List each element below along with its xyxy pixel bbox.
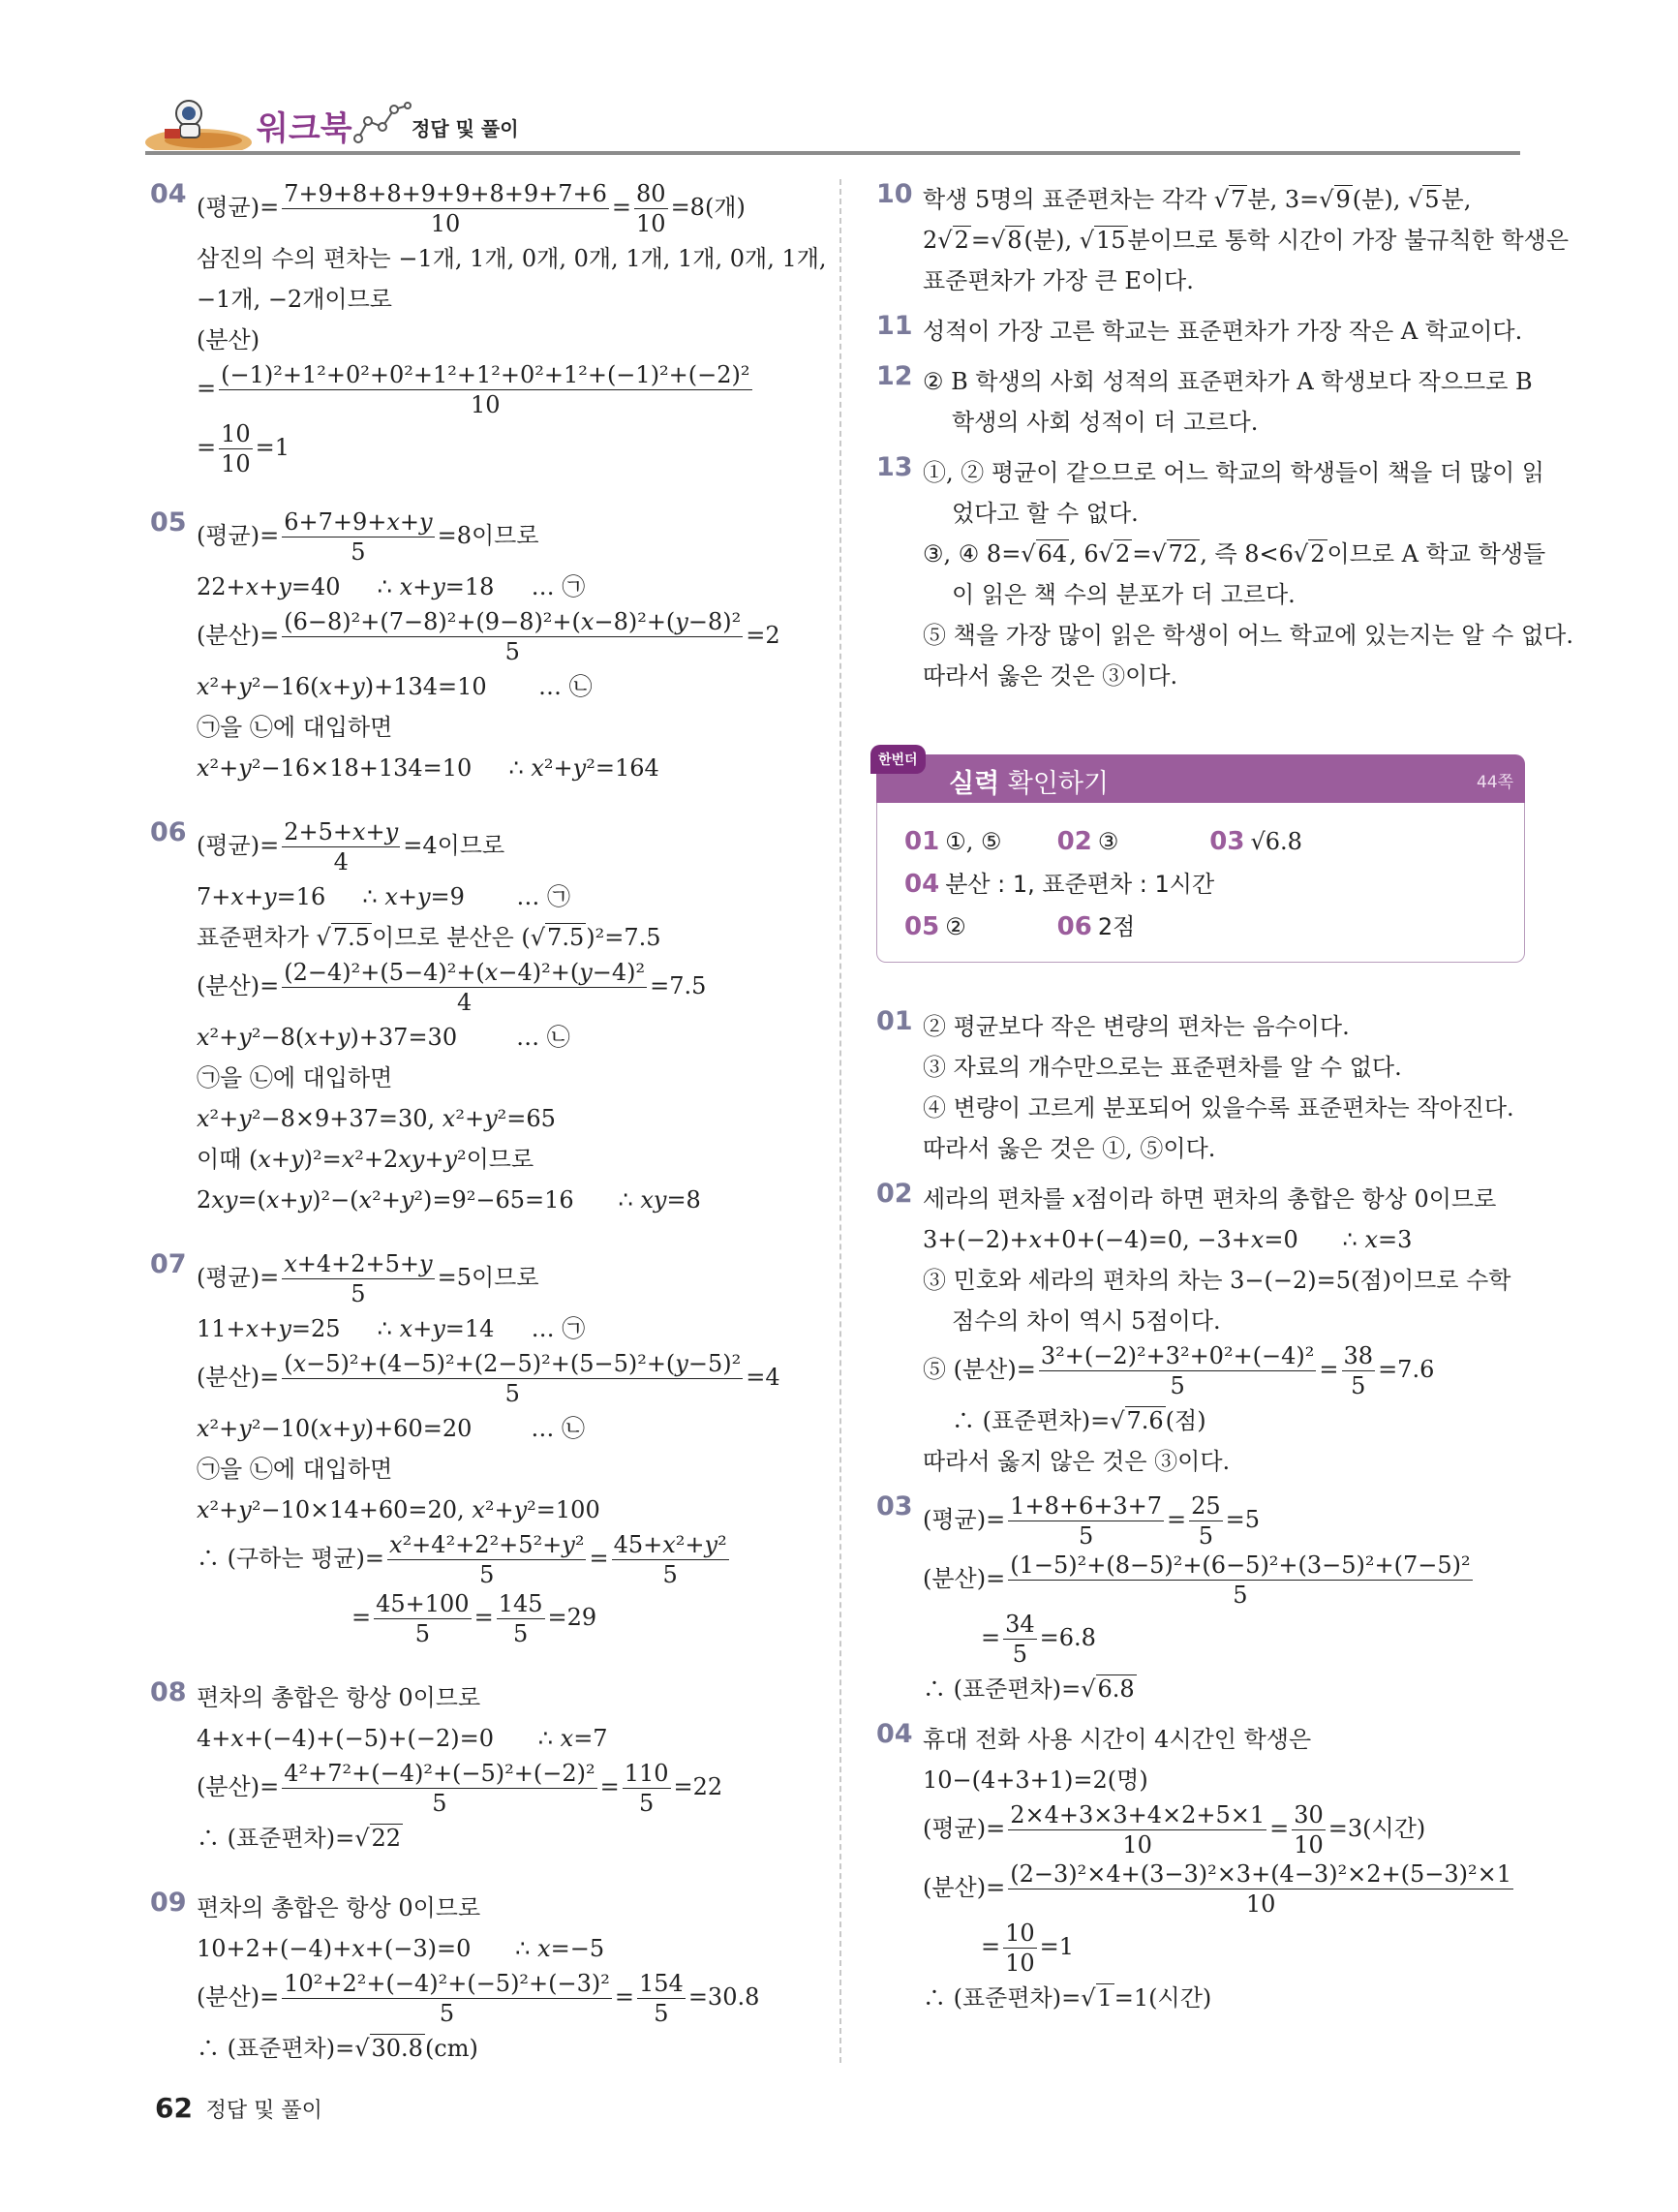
solution-line: (분산)= $\frac{\text{(6−8)²+(7−8)²+(9−8)²+(x−8)²+(y−8)²}}{5}$ =2 <box>197 608 780 665</box>
answer-value: √6.8 <box>1250 828 1302 855</box>
brand-title: 워크북 <box>257 109 352 148</box>
problem-number: 03 <box>876 1491 913 1521</box>
solution-line: ㉠을 ㉡에 대입하면 <box>197 714 393 741</box>
section-tag: 한번더 <box>870 745 926 774</box>
solution-line: 따라서 옳지 않은 것은 ③이다. <box>923 1448 1231 1475</box>
solution-line: (평균)= $\frac{7+9+8+8+9+9+8+9+7+6}{10}$ = $\frac{80}{10}$ =8(개) <box>197 180 746 237</box>
solution-line: 편차의 총합은 항상 0이므로 <box>197 1894 481 1921</box>
solution-08 <box>150 1677 838 1859</box>
problem-number: 12 <box>876 361 913 391</box>
answer-item <box>1209 820 1355 863</box>
footer-label: 정답 및 풀이 <box>205 2099 322 2123</box>
fraction: $\frac{1+8+6+3+7}{5}$ <box>1010 1492 1163 1550</box>
skill-solution-01 <box>876 1006 1525 1169</box>
solution-line: = $\frac{\text{(−1)²+1²+0²+0²+1²+1²+0²+1²+(−1)²+(−2)²}}{10}$ <box>197 361 750 418</box>
solution-10 <box>876 179 1570 301</box>
solution-line: ③, ④ 8=√64, 6√2=√72, 즉 8<6√2이므로 A 학교 학생들 <box>923 540 1546 568</box>
section-title-rest: 확인하기 <box>1007 769 1110 799</box>
solution-line: ② 평균보다 작은 변량의 편차는 음수이다. <box>923 1013 1350 1040</box>
solution-line: ∴ (구하는 평균)= $\frac{\text{x²+4²+2²+5²+y²}}{5}$ = $\frac{\text{45+x²+y²}}{5}$ <box>197 1531 727 1588</box>
fraction: $\frac{2+5+x+y}{4}$ <box>284 818 399 876</box>
solution-13 <box>876 452 1573 696</box>
fraction: $\frac{\text{(x−5)²+(4−5)²+(2−5)²+(5−5)²+(y−5)²}}{5}$ <box>284 1350 742 1407</box>
solution-line: 이 읽은 책 수의 분포가 더 고르다. <box>952 581 1296 608</box>
problem-number: 04 <box>876 1719 913 1749</box>
skill-check-section <box>876 754 1525 963</box>
fraction: $\frac{10}{10}$ <box>1005 1920 1035 1977</box>
fraction: $\frac{\text{(−1)²+1²+0²+0²+1²+1²+0²+1²+(−1)²+(−2)²}}{10}$ <box>221 361 750 418</box>
section-title <box>949 762 1109 800</box>
solution-06 <box>150 817 838 1220</box>
constellation-icon <box>353 100 412 144</box>
solution-line: (평균)= $\frac{x+4+2+5+y}{5}$ =5이므로 <box>197 1250 539 1307</box>
solution-line: ③ 자료의 개수만으로는 표준편차를 알 수 없다. <box>923 1054 1402 1081</box>
fraction: $\frac{10}{10}$ <box>221 420 251 477</box>
solution-04 <box>150 179 838 478</box>
fraction: $\frac{34}{5}$ <box>1005 1611 1035 1668</box>
fraction: $\frac{110}{5}$ <box>624 1760 669 1817</box>
answer-item <box>904 906 1050 948</box>
section-header <box>876 754 1525 803</box>
column-divider <box>839 179 841 2063</box>
fraction: $\frac{\text{(6−8)²+(7−8)²+(9−8)²+(x−8)²+(y−8)²}}{5}$ <box>284 608 742 665</box>
solution-line: (분산)= $\frac{\text{(x−5)²+(4−5)²+(2−5)²+(5−5)²+(y−5)²}}{5}$ =4 <box>197 1350 780 1407</box>
page-header <box>145 92 1520 155</box>
solution-line: x²+y²−10×14+60=20, x²+y²=100 <box>197 1496 600 1523</box>
solution-line: 7+x+y=16 ∴ x+y=9 … ㉠ <box>197 883 570 910</box>
fraction: $\frac{2\times 4+3\times 3+4\times 2+5\times 1}{10}$ <box>1010 1801 1266 1859</box>
answer-number: 03 <box>1209 827 1245 856</box>
answer-value: 분산 : 1, 표준편차 : 1시간 <box>945 871 1215 898</box>
fraction: $\frac{\text{(2−4)²+(5−4)²+(x−4)²+(y−4)²}}{4}$ <box>284 959 646 1016</box>
answer-value: ③ <box>1097 828 1119 855</box>
solution-line: = $\frac{10}{10}$ =1 <box>981 1920 1075 1977</box>
solution-line: 10−(4+3+1)=2(명) <box>923 1767 1148 1794</box>
solution-line: ∴ (표준편차)=√22 <box>197 1825 402 1852</box>
solution-line: 4+x+(−4)+(−5)+(−2)=0 ∴ x=7 <box>197 1725 608 1752</box>
answer-row <box>904 820 1503 863</box>
skill-solution-04 <box>876 1719 1525 2018</box>
solution-line: 점수의 차이 역시 5점이다. <box>952 1307 1221 1335</box>
answer-number: 02 <box>1056 827 1092 856</box>
solution-line: x²+y²−8(x+y)+37=30 … ㉡ <box>197 1024 570 1051</box>
solution-09 <box>150 1888 838 2069</box>
solution-line: = $\frac{10}{10}$ =1 <box>197 420 290 477</box>
fraction: $\frac{\text{(2−3)²×4+(3−3)²×3+(4−3)²×2+(5−3)²×1}}{10}$ <box>1010 1860 1512 1918</box>
solution-line: = $\frac{45+100}{5}$ = $\frac{145}{5}$ =29 <box>351 1590 597 1647</box>
problem-number: 10 <box>876 179 913 209</box>
solution-line: 11+x+y=25 ∴ x+y=14 … ㉠ <box>197 1315 586 1342</box>
skill-solution-02 <box>876 1179 1525 1482</box>
solution-line: (분산)= $\frac{\text{(2−4)²+(5−4)²+(x−4)²+(y−4)²}}{4}$ =7.5 <box>197 959 707 1016</box>
answer-number: 01 <box>904 827 940 856</box>
problem-number: 07 <box>150 1249 187 1279</box>
fraction: $\frac{\text{45+x²+y²}}{5}$ <box>613 1531 727 1588</box>
solution-line: ∴ (표준편차)=√6.8 <box>923 1675 1135 1703</box>
problem-number: 09 <box>150 1888 187 1918</box>
fraction: $\frac{154}{5}$ <box>639 1970 684 2027</box>
astronaut-mascot-icon <box>145 92 252 150</box>
solution-line: (분산) <box>197 326 260 353</box>
fraction: $\frac{\text{x²+4²+2²+5²+y²}}{5}$ <box>389 1531 585 1588</box>
solution-line: (분산)= $\frac{\text{(2−3)²×4+(3−3)²×3+(4−3)²×2+(5−3)²×1}}{10}$ <box>923 1860 1512 1918</box>
problem-number: 11 <box>876 311 913 341</box>
problem-number: 01 <box>876 1006 913 1036</box>
left-column <box>150 179 838 2098</box>
solution-line: 학생의 사회 성적이 더 고르다. <box>952 409 1259 436</box>
answer-item <box>1057 820 1203 863</box>
solution-line: 이때 (x+y)²=x²+2xy+y²이므로 <box>197 1146 534 1173</box>
solution-line: ㉠을 ㉡에 대입하면 <box>197 1064 393 1091</box>
solution-line: 학생 5명의 표준편차는 각각 √7분, 3=√9(분), √5분, <box>923 186 1472 213</box>
fraction: $\frac{25}{5}$ <box>1191 1492 1221 1550</box>
solution-line: ①, ② 평균이 같으므로 어느 학교의 학생들이 책을 더 많이 읽 <box>923 459 1544 486</box>
solution-07 <box>150 1249 838 1648</box>
solution-05 <box>150 507 838 788</box>
solution-line: ② B 학생의 사회 성적의 표준편차가 A 학생보다 작으므로 B <box>923 368 1533 395</box>
solution-line: x²+y²−16×18+134=10 ∴ x²+y²=164 <box>197 754 659 782</box>
problem-number: 08 <box>150 1677 187 1707</box>
fraction: $\frac{45+100}{5}$ <box>376 1590 470 1647</box>
solution-line: (분산)= $\frac{\text{4²+7²+(−4)²+(−5)²+(−2)²}}{5}$ = $\frac{110}{5}$ =22 <box>197 1760 723 1817</box>
solution-line: ㉠을 ㉡에 대입하면 <box>197 1456 393 1483</box>
fraction: $\frac{\text{3²+(−2)²+3²+0²+(−4)²}}{5}$ <box>1040 1342 1315 1399</box>
solution-line: (분산)= $\frac{\text{10²+2²+(−4)²+(−5)²+(−3)²}}{5}$ = $\frac{154}{5}$ =30.8 <box>197 1970 760 2027</box>
solution-line: ⑤ 책을 가장 많이 읽은 학생이 어느 학교에 있는지는 알 수 없다. <box>923 622 1573 649</box>
fraction: $\frac{x+4+2+5+y}{5}$ <box>284 1250 433 1307</box>
solution-line: (평균)= $\frac{2\times 4+3\times 3+4\times 2+5\times 1}{10}$ = $\frac{30}{10}$ =3(시간) <box>923 1801 1426 1859</box>
problem-number: 02 <box>876 1179 913 1209</box>
solution-line: x²+y²−16(x+y)+134=10 … ㉡ <box>197 673 593 700</box>
fraction: $\frac{30}{10}$ <box>1294 1801 1324 1859</box>
answer-row <box>904 906 1503 948</box>
page-number: 62 <box>155 2092 193 2124</box>
fraction: $\frac{\text{(1−5)²+(8−5)²+(6−5)²+(3−5)²+(7−5)²}}{5}$ <box>1010 1551 1471 1609</box>
header-rule <box>145 151 1520 155</box>
answer-row <box>904 863 1503 906</box>
fraction: $\frac{145}{5}$ <box>498 1590 543 1647</box>
solution-line: (평균)= $\frac{6+7+9+x+y}{5}$ =8이므로 <box>197 508 539 566</box>
answer-value: ② <box>945 913 966 940</box>
solution-line: 성적이 가장 고른 학교는 표준편차가 가장 작은 A 학교이다. <box>923 318 1523 345</box>
solution-11 <box>876 311 1525 352</box>
answer-value: ①, ⑤ <box>945 828 1002 855</box>
solution-line: (분산)= $\frac{\text{(1−5)²+(8−5)²+(6−5)²+(3−5)²+(7−5)²}}{5}$ <box>923 1551 1471 1609</box>
solution-line: 따라서 옳은 것은 ①, ⑤이다. <box>923 1135 1216 1162</box>
answer-item <box>904 863 1214 906</box>
fraction: $\frac{38}{5}$ <box>1343 1342 1374 1399</box>
section-pages: 44쪽 <box>1476 773 1513 792</box>
skill-solution-03 <box>876 1491 1525 1709</box>
solution-line: (평균)= $\frac{2+5+x+y}{4}$ =4이므로 <box>197 818 505 876</box>
fraction: $\frac{\text{10²+2²+(−4)²+(−5)²+(−3)²}}{5}$ <box>284 1970 610 2027</box>
page-footer <box>155 2092 322 2124</box>
answer-item <box>1057 906 1203 948</box>
solution-line: 휴대 전화 사용 시간이 4시간인 학생은 <box>923 1726 1312 1753</box>
solution-line: ∴ (표준편차)=√30.8(cm) <box>197 2035 478 2062</box>
solution-12 <box>876 361 1533 443</box>
fraction: $\frac{7+9+8+8+9+9+8+9+7+6}{10}$ <box>284 180 607 237</box>
solution-line: x²+y²−10(x+y)+60=20 … ㉡ <box>197 1415 586 1442</box>
header-subtitle: 정답 및 풀이 <box>412 117 519 140</box>
fraction: $\frac{6+7+9+x+y}{5}$ <box>284 508 433 566</box>
solution-line: ∴ (표준편차)=√7.6(점) <box>952 1407 1206 1434</box>
solution-line: 2√2=√8(분), √15분이므로 통학 시간이 가장 불규칙한 학생은 <box>923 227 1570 254</box>
problem-number: 05 <box>150 507 187 538</box>
solution-line: = $\frac{34}{5}$ =6.8 <box>981 1611 1096 1668</box>
solution-line: 22+x+y=40 ∴ x+y=18 … ㉠ <box>197 573 586 600</box>
solution-line: 편차의 총합은 항상 0이므로 <box>197 1684 481 1711</box>
section-title-bold: 실력 <box>949 769 1000 799</box>
solution-line: ∴ (표준편차)=√1=1(시간) <box>923 1984 1212 2012</box>
answer-number: 06 <box>1056 912 1092 941</box>
answer-value: 2점 <box>1097 913 1136 940</box>
solution-line: 3+(−2)+x+0+(−4)=0, −3+x=0 ∴ x=3 <box>923 1226 1413 1253</box>
right-column <box>876 179 1573 2047</box>
solution-line: ⑤ (분산)= $\frac{\text{3²+(−2)²+3²+0²+(−4)²}}{5}$ = $\frac{38}{5}$ =7.6 <box>923 1342 1435 1399</box>
solution-line: 2xy=(x+y)²−(x²+y²)=9²−65=16 ∴ xy=8 <box>197 1186 701 1214</box>
solution-line: x²+y²−8×9+37=30, x²+y²=65 <box>197 1105 556 1132</box>
answer-panel <box>876 803 1525 963</box>
solution-line: (평균)= $\frac{1+8+6+3+7}{5}$ = $\frac{25}{5}$ =5 <box>923 1492 1261 1550</box>
solution-line: 10+2+(−4)+x+(−3)=0 ∴ x=−5 <box>197 1935 605 1962</box>
solution-line: 표준편차가 √7.5이므로 분산은 (√7.5)²=7.5 <box>197 924 661 951</box>
problem-number: 04 <box>150 179 187 209</box>
solution-line: 삼진의 수의 편차는 −1개, 1개, 0개, 0개, 1개, 1개, 0개, 1개, <box>197 245 827 272</box>
solution-line: 따라서 옳은 것은 ③이다. <box>923 662 1178 690</box>
problem-number: 13 <box>876 452 913 482</box>
fraction: $\frac{\text{4²+7²+(−4)²+(−5)²+(−2)²}}{5}$ <box>284 1760 595 1817</box>
answer-number: 05 <box>904 912 940 941</box>
solution-line: ④ 변량이 고르게 분포되어 있을수록 표준편차는 작아진다. <box>923 1094 1514 1121</box>
solution-line: 세라의 편차를 x점이라 하면 편차의 총합은 항상 0이므로 <box>923 1185 1497 1213</box>
problem-number: 06 <box>150 817 187 847</box>
solution-line: 었다고 할 수 없다. <box>952 500 1139 527</box>
solution-line: ③ 민호와 세라의 편차의 차는 3−(−2)=5(점)이므로 수학 <box>923 1267 1511 1294</box>
answer-item <box>904 820 1050 863</box>
solution-line: −1개, −2개이므로 <box>197 286 392 313</box>
solution-line: 표준편차가 가장 큰 E이다. <box>923 267 1194 294</box>
answer-number: 04 <box>904 870 940 899</box>
fraction: $\frac{80}{10}$ <box>636 180 666 237</box>
